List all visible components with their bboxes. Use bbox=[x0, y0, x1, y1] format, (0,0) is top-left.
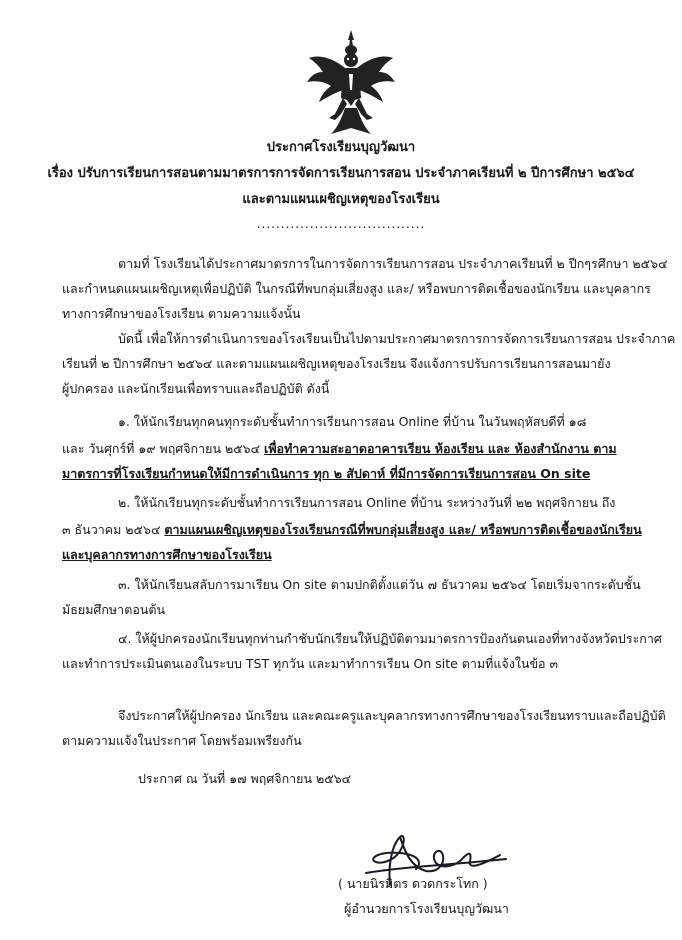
item1-reason: เพื่อทำความสะอาดอาคารเรียน ห้องเรียน และ ห้องสำนักงาน ตาม bbox=[264, 441, 617, 456]
intro-line-2: และกำหนดแผนเผชิญเหตุเพื่อปฏิบัติ ในกรณีที่พบกลุ่มเสี่ยงสูง และ/ หรือพบการติดเชื้อของนักเรียน และบุคลากร bbox=[62, 281, 651, 296]
closing-line-1: จึงประกาศให้ผู้ปกครอง นักเรียน และคณะครูและบุคลากรทางการศึกษาของโรงเรียนทราบและถือปฏิบัติ bbox=[118, 708, 666, 723]
item1-line-2 bbox=[62, 441, 617, 457]
now-line-1: บัดนี้ เพื่อให้การดำเนินการของโรงเรียนเป็นไปตามประกาศมาตรการการจัดการเรียนการสอน ประจำภาค bbox=[118, 331, 676, 346]
item3-line-1: ๓. ให้นักเรียนสลับการมาเรียน On site ตามปกติตั้งแต่วัน ๗ ธันวาคม ๒๕๖๔ โดยเริ่มจากระดับชั้น bbox=[118, 577, 641, 592]
item3-line-2: มัธยมศึกษาตอนต้น bbox=[62, 602, 166, 617]
item4-line-2: และทำการประเมินตนเองในระบบ TST ทุกวัน และมาทำการเรียน On site ตามที่แจ้งในข้อ ๓ bbox=[62, 656, 559, 671]
item2-date: ๓ ธันวาคม ๒๕๖๔ bbox=[62, 522, 161, 537]
now-line-2: เรียนที่ ๒ ปีการศึกษา ๒๕๖๔ และตามแผนเผชิญเหตุของโรงเรียน จึงแจ้งการปรับการเรียนการสอนมายัง bbox=[62, 356, 611, 371]
closing-line-2: ตามความแจ้งในประกาศ โดยพร้อมเพรียงกัน bbox=[62, 733, 302, 748]
garuda-emblem-icon bbox=[305, 28, 397, 136]
subject-line-1: เรื่อง ปรับการเรียนการสอนตามมาตรการการจัดการเรียนการสอน ประจำภาคเรียนที่ ๒ ปีการศึกษา ๒๕๖๔ bbox=[47, 166, 635, 181]
item2-line-3: และบุคลากรทางการศึกษาของโรงเรียน bbox=[62, 547, 272, 562]
announcement-date: ประกาศ ณ วันที่ ๑๗ พฤศจิกายน ๒๕๖๔ bbox=[138, 771, 352, 786]
title-separator: ................................... bbox=[256, 217, 426, 231]
signatory-position: ผู้อำนวยการโรงเรียนบุญวัฒนา bbox=[344, 901, 509, 916]
item1-dates: และ วันศุกร์ที่ ๑๙ พฤศจิกายน ๒๕๖๔ bbox=[62, 441, 261, 456]
item1-line-3: มาตรการที่โรงเรียนกำหนดให้มีการดำเนินการ ทุก ๒ สัปดาห์ ที่มีการจัดการเรียนการสอน On site bbox=[62, 466, 591, 481]
item2-reason: ตามแผนเผชิญเหตุของโรงเรียนกรณีที่พบกลุ่มเสี่ยงสูง และ/ หรือพบการติดเชื้อของนักเรียน bbox=[164, 522, 642, 537]
item1-line-1: ๑. ให้นักเรียนทุกคนทุกระดับชั้นทำการเรียนการสอน Online ที่บ้าน ในวันพฤหัสบดีที่ ๑๘ bbox=[118, 414, 587, 429]
now-line-3: ผู้ปกครอง และนักเรียนเพื่อทราบและถือปฏิบัติ ดังนี้ bbox=[62, 381, 330, 396]
announcement-title: ประกาศโรงเรียนบุญวัฒนา bbox=[266, 140, 416, 155]
item2-line-2 bbox=[62, 522, 642, 538]
item2-line-1: ๒. ให้นักเรียนทุกระดับชั้นทำการเรียนการสอน Online ที่บ้าน ระหว่างวันที่ ๒๒ พฤศจิกายน ถึง bbox=[118, 495, 616, 510]
intro-line-1: ตามที่ โรงเรียนได้ประกาศมาตรการในการจัดการเรียนการสอน ประจำภาคเรียนที่ ๒ ปีกๆรศึกษา ๒๕๖๔ bbox=[118, 256, 668, 271]
intro-line-3: ทางการศึกษาของโรงเรียน ตามความแจ้งนั้น bbox=[62, 306, 301, 321]
signatory-name: ( นายนิรมิตร ดวดกระโทก ) bbox=[338, 876, 488, 891]
subject-line-2: และตามแผนเผชิญเหตุของโรงเรียน bbox=[242, 192, 440, 207]
item4-line-1: ๔. ให้ผู้ปกครองนักเรียนทุกท่านกำชับนักเรียนให้ปฏิบัติตามมาตรการป้องกันตนเองที่ทางจังหวัดประกาศ bbox=[118, 631, 662, 646]
